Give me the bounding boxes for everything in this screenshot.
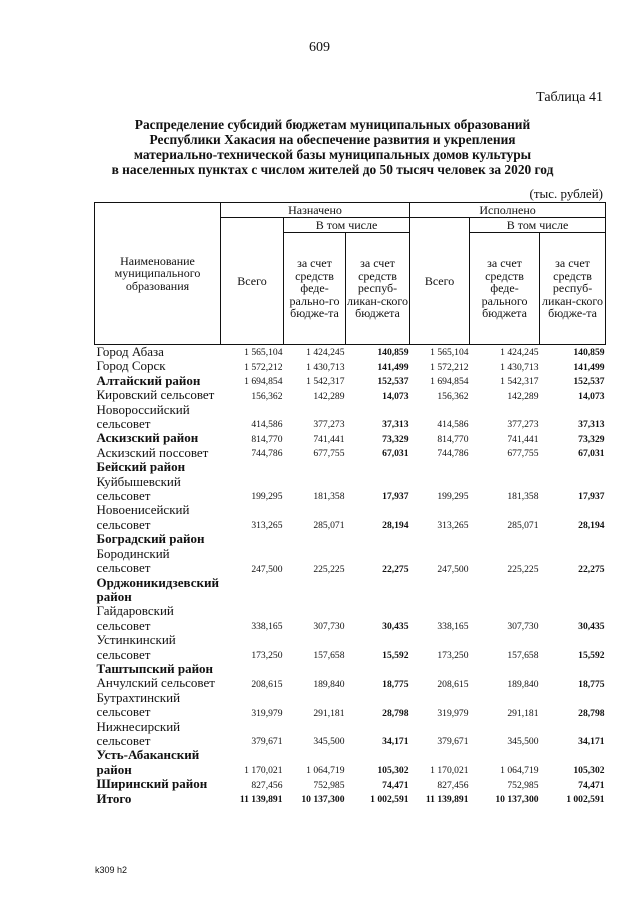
header-assigned-including: В том числе [284,218,410,233]
row-value: 1 002,591 [566,794,605,805]
row-value: 379,671 [251,736,283,748]
row-value: 67,031 [578,448,605,460]
row-value: 345,500 [313,736,345,748]
table-row [95,792,606,806]
row-value: 141,499 [377,361,409,373]
table-row [95,403,606,432]
row-name: Город Абаза [96,344,164,359]
row-value: 199,295 [437,491,469,503]
row-name: Усть-Абаканский район [96,747,200,777]
header-assigned: Назначено [221,203,410,218]
header-name-column: Наименование муниципального образования [95,203,221,345]
row-value: 377,273 [507,419,539,431]
row-value: 827,456 [437,779,469,791]
header-executed-including: В том числе [470,218,606,233]
row-value [221,662,284,676]
row-value [284,576,346,605]
table-row [95,748,606,777]
row-value: 11 139,891 [425,794,469,805]
title-line: в населенных пунктах с числом жителей до 50 тысяч человек за 2020 год [111,162,554,177]
row-name: Гайдаровский сельсовет [96,603,174,633]
table-row [95,359,606,373]
table-row [95,777,606,791]
row-value: 291,181 [313,707,345,719]
row-value: 285,071 [313,520,345,532]
table-body [95,345,606,807]
row-value: 1 430,713 [306,361,345,373]
row-value: 73,329 [578,433,605,445]
footer-code: k309 h2 [95,865,128,875]
table-row [95,676,606,690]
row-value: 1 064,719 [500,765,539,777]
row-name: Итого [96,790,132,806]
row-value [346,460,410,474]
row-name: Ширинский район [96,776,208,792]
row-value: 156,362 [437,390,469,402]
row-value: 319,979 [251,707,283,719]
row-value: 225,225 [507,563,539,575]
row-name: Анчулский сельсовет [96,675,215,691]
row-name: Кировский сельсовет [96,387,215,403]
row-value: 1 542,317 [500,376,539,388]
row-value [221,460,284,474]
row-value: 17,937 [578,491,605,503]
table-row [95,662,606,676]
row-value: 814,770 [437,433,469,445]
row-value: 74,471 [382,779,409,791]
row-value [410,576,470,605]
units-label: (тыс. рублей) [529,186,603,201]
row-value: 18,775 [578,678,605,690]
row-value: 752,985 [313,779,345,791]
row-value: 313,265 [251,520,283,532]
row-name: Аскизский район [96,430,199,446]
row-value: 1 572,212 [244,361,283,373]
row-value: 338,165 [251,621,283,633]
row-value: 1 694,854 [430,376,469,388]
header-executed: Исполнено [410,203,606,218]
table-row [95,374,606,388]
table-row [95,532,606,546]
row-value: 11 139,891 [239,794,283,805]
row-value: 14,073 [382,390,409,402]
table-row [95,345,606,360]
row-value: 10 137,300 [301,794,345,805]
row-value [284,532,346,546]
row-value: 142,289 [313,390,345,402]
row-value [346,662,410,676]
row-value: 1 565,104 [430,347,469,359]
row-value: 677,755 [507,448,539,460]
row-value [470,662,540,676]
row-value: 37,313 [578,419,605,431]
row-name: Новороссийский сельсовет [96,401,190,432]
row-value: 1 170,021 [430,765,469,777]
row-value: 73,329 [382,433,409,445]
row-value: 307,730 [313,621,345,633]
table-label: Таблица 41 [536,90,603,105]
row-value: 37,313 [382,419,409,431]
row-name: Бейский район [96,459,186,475]
row-value: 140,859 [377,347,409,359]
row-value: 15,592 [578,649,605,661]
row-value: 338,165 [437,621,469,633]
row-value: 1 064,719 [306,765,345,777]
row-value [540,460,606,474]
row-value: 677,755 [313,448,345,460]
row-value: 30,435 [382,621,409,633]
row-value: 22,275 [382,563,409,575]
row-value: 140,859 [573,347,605,359]
table-row [95,604,606,633]
row-value: 1 430,713 [500,361,539,373]
row-name: Бородинский сельсовет [96,545,170,576]
row-value: 173,250 [251,649,283,661]
row-value: 307,730 [507,621,539,633]
row-value: 247,500 [437,563,469,575]
row-value [470,576,540,605]
row-name: Боградский район [96,531,205,547]
table-row [95,431,606,445]
row-value [284,460,346,474]
row-value: 189,840 [313,678,345,690]
table-row [95,503,606,532]
row-value: 181,358 [313,491,345,503]
row-value: 34,171 [382,736,409,748]
row-value [410,532,470,546]
row-value [540,662,606,676]
row-value: 34,171 [578,736,605,748]
subsidy-table [94,202,606,806]
row-value: 1 424,245 [306,347,345,359]
row-value: 28,194 [382,520,409,532]
title-line: Республики Хакасия на обеспечение развития и укрепления [149,132,516,147]
row-value: 156,362 [251,390,283,402]
row-value: 377,273 [313,419,345,431]
row-value: 1 424,245 [500,347,539,359]
row-value: 157,658 [313,649,345,661]
row-name: Устинкинский сельсовет [96,632,176,662]
table-row [95,446,606,460]
row-value: 67,031 [382,448,409,460]
table-row [95,388,606,402]
row-value: 208,615 [251,678,283,690]
row-value: 17,937 [382,491,409,503]
row-value: 157,658 [507,649,539,661]
row-value: 285,071 [507,520,539,532]
row-value: 744,786 [251,448,283,460]
row-value: 744,786 [437,448,469,460]
header-assigned-republic: за счет средств респуб-ликан-ского бюджета [346,233,410,345]
table-title [60,117,605,177]
row-name: Таштыпский район [96,660,214,676]
header-assigned-federal: за счет средств феде-рально-го бюдже-та [284,233,346,345]
row-value: 74,471 [578,779,605,791]
row-value: 142,289 [507,390,539,402]
row-value: 199,295 [251,491,283,503]
table-row [95,720,606,749]
row-value: 414,586 [251,419,283,431]
title-line: материально-технической базы муниципальных домов культуры [133,147,532,162]
row-name: Алтайский район [96,372,201,388]
row-name: Аскизский поссовет [96,444,209,460]
table-row [95,547,606,576]
row-value: 414,586 [437,419,469,431]
row-value: 105,302 [377,765,409,777]
row-value [221,576,284,605]
row-value: 1 170,021 [244,765,283,777]
row-value: 28,194 [578,520,605,532]
table-row [95,576,606,605]
row-value [470,532,540,546]
title-line: Распределение субсидий бюджетам муниципальных образований [134,117,531,132]
row-value: 752,985 [507,779,539,791]
header-executed-republic: за счет средств респуб-ликан-ского бюдже-та [540,233,606,345]
row-value: 18,775 [382,678,409,690]
row-value: 208,615 [437,678,469,690]
row-value [346,576,410,605]
row-value: 814,770 [251,433,283,445]
header-assigned-total: Всего [221,218,284,345]
table-row [95,633,606,662]
row-value: 105,302 [573,765,605,777]
row-name: Орджоникидзевский район [96,574,219,604]
row-value: 313,265 [437,520,469,532]
row-value [540,576,606,605]
row-value: 1 572,212 [430,361,469,373]
row-value: 1 565,104 [244,347,283,359]
row-name: Бутрахтинский сельсовет [96,689,181,720]
row-value: 225,225 [313,563,345,575]
row-value: 28,798 [578,707,605,719]
row-value [410,460,470,474]
table-row [95,475,606,504]
row-value: 28,798 [382,707,409,719]
row-value: 1 542,317 [306,376,345,388]
row-value: 14,073 [578,390,605,402]
row-value [346,532,410,546]
row-name: Город Сорск [96,358,166,374]
row-value: 741,441 [507,433,539,445]
row-value: 345,500 [507,736,539,748]
row-value: 379,671 [437,736,469,748]
row-name: Куйбышевский сельсовет [96,473,181,504]
row-value: 10 137,300 [495,794,539,805]
row-value: 181,358 [507,491,539,503]
table-row [95,691,606,720]
table-row [95,460,606,474]
row-value: 291,181 [507,707,539,719]
header-executed-total: Всего [410,218,470,345]
row-value: 319,979 [437,707,469,719]
row-name: Нижнесирский сельсовет [96,718,181,748]
row-value [410,662,470,676]
row-value [470,460,540,474]
row-value [540,532,606,546]
row-value [221,532,284,546]
row-value: 247,500 [251,563,283,575]
row-value: 152,537 [573,376,605,388]
row-value: 141,499 [573,361,605,373]
page-number: 609 [309,40,330,55]
row-value: 173,250 [437,649,469,661]
header-executed-federal: за счет средств феде-рального бюджета [470,233,540,345]
row-value: 189,840 [507,678,539,690]
row-value: 22,275 [578,563,605,575]
row-value: 152,537 [377,376,409,388]
row-value: 741,441 [313,433,345,445]
row-value [284,662,346,676]
row-value: 1 694,854 [244,376,283,388]
row-name: Новоенисейский сельсовет [96,502,190,532]
row-value: 15,592 [382,649,409,661]
row-value: 1 002,591 [370,794,409,805]
row-value: 30,435 [578,621,605,633]
row-value: 827,456 [251,779,283,791]
